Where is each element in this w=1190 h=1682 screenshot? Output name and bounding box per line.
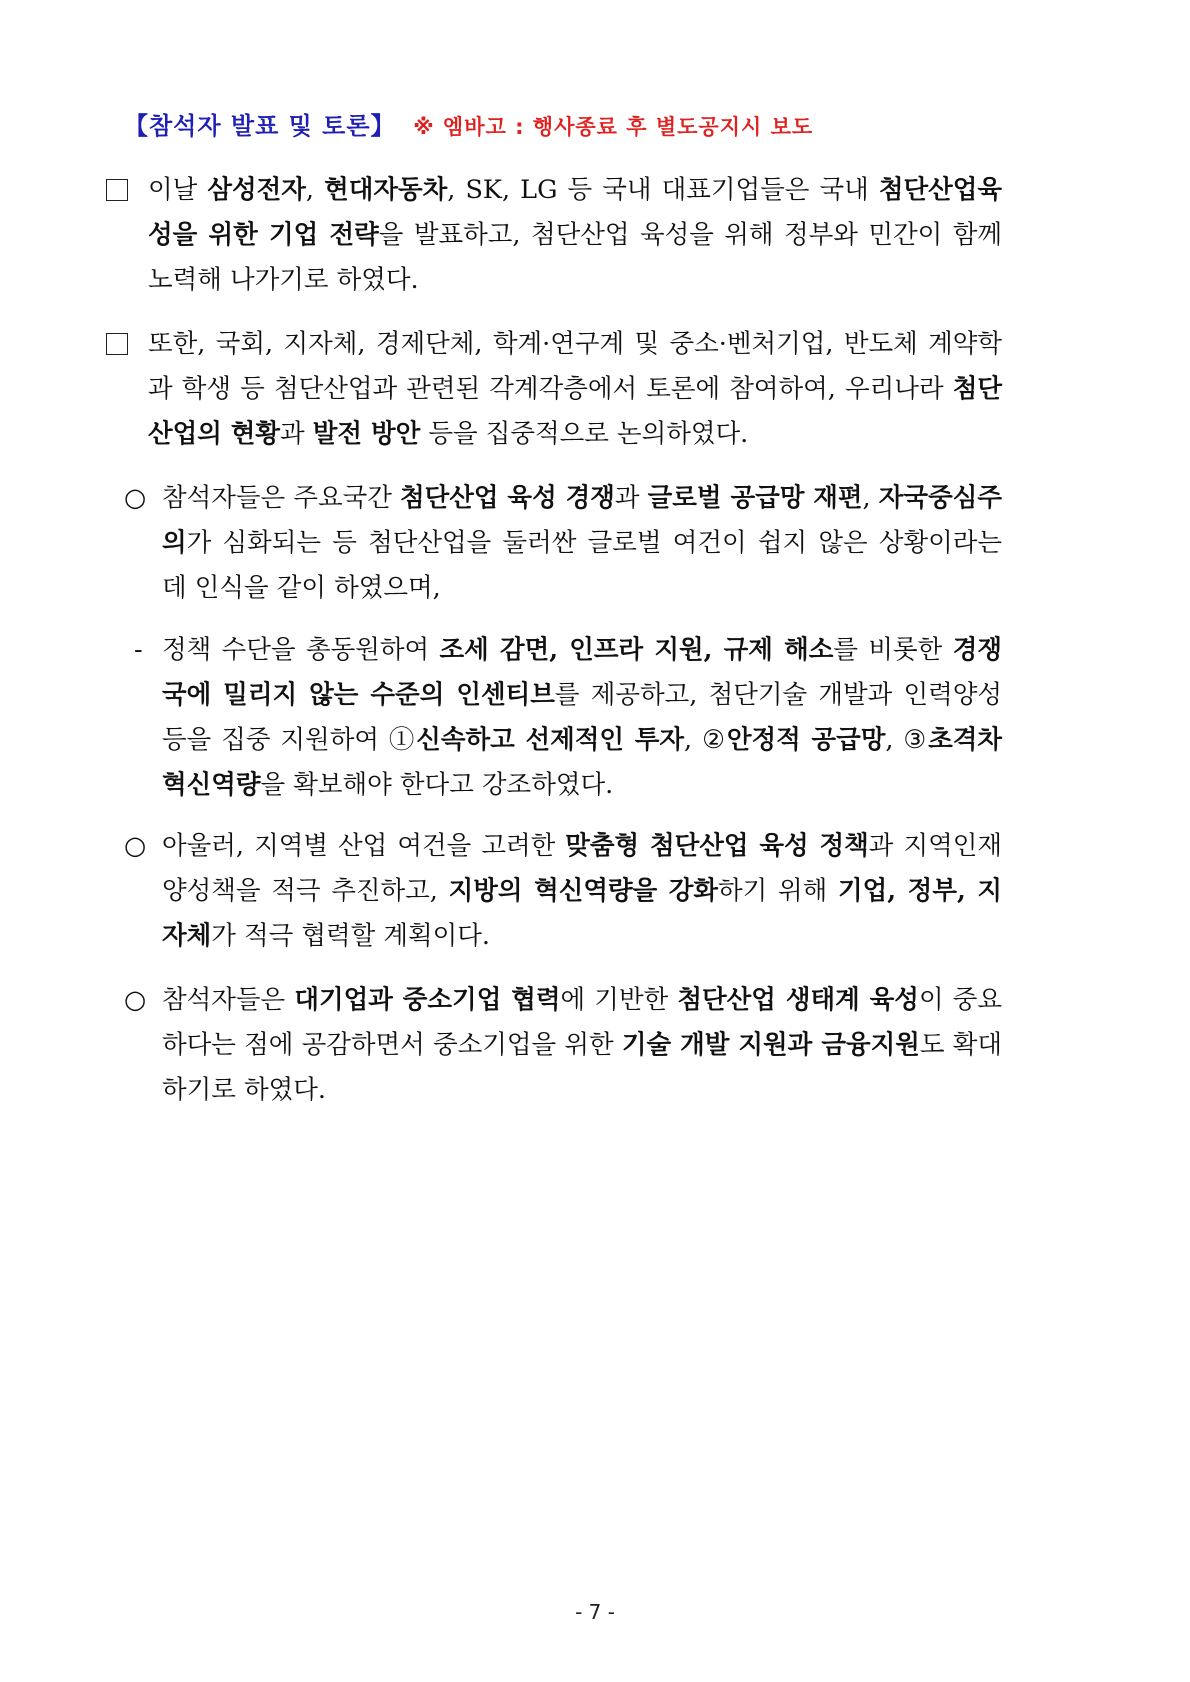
body-text: , SK, LG 등 국내 대표기업들은 국내	[447, 175, 879, 205]
bold-text: 첨단산업 생태계 육성	[677, 985, 919, 1015]
circle-bullet-icon: ○	[124, 831, 147, 861]
body-text: 등을 집중적으로 논의하였다.	[420, 419, 749, 449]
dash-bullet: -	[134, 635, 143, 665]
bold-text: 삼성전자	[207, 175, 306, 205]
bold-text: 맞춤형 첨단산업 육성 정책	[565, 831, 869, 861]
bold-text: 첨단산업육성을 위한 기업 전략	[148, 175, 1002, 250]
paragraph-regional-policy	[124, 824, 1002, 959]
section-title: 【참석자 발표 및 토론】	[124, 112, 396, 140]
bold-text: 기술 개발 지원과 금융지원	[621, 1030, 920, 1060]
bold-text: 대기업과 중소기업 협력	[294, 985, 561, 1015]
body-text: 또한, 국회, 지자체, 경제단체, 학계·연구계 및 중소·벤처기업, 반도체 계약학과 학생 등 첨단산업과 관련된 각계각층에서 토론에 참여하여, 우리나라	[148, 329, 1002, 404]
body-text: 을 발표하고, 첨단산업 육성을 위해 정부와 민간이 함께 노력해 나가기로 하였다.	[148, 220, 1002, 295]
body-text: 도 확대하기로 하였다.	[162, 1030, 1002, 1105]
section-heading	[124, 108, 1084, 145]
bold-text: 안정적 공급망	[726, 725, 886, 755]
body-text: 아울러, 지역별 산업 여건을 고려한	[162, 831, 566, 861]
bold-text: 현대자동차	[324, 175, 448, 205]
embargo-notice: ※ 엠바고 : 행사종료 후 별도공지시 보도	[413, 115, 814, 139]
body-text: 참석자들은	[162, 985, 295, 1015]
paragraph-ecosystem	[124, 978, 1002, 1113]
circle-bullet-icon: ○	[124, 985, 147, 1015]
body-text: 을 확보해야 한다고 강조하였다.	[260, 770, 614, 800]
paragraph-policy-incentives	[134, 628, 1003, 808]
body-text: , ②	[684, 725, 727, 755]
body-text: 를 제공하고, 첨단기술 개발과 인력양성 등을 집중 지원하여 ①	[162, 680, 1002, 755]
bold-text: 첨단산업의 현황	[148, 374, 1002, 449]
paragraph-global-conditions	[124, 476, 1002, 611]
bold-text: 발전 방안	[312, 419, 421, 449]
bold-text: 신속하고 선제적인 투자	[416, 725, 685, 755]
paragraph-discussion	[148, 322, 1002, 457]
body-text: 과	[280, 419, 313, 449]
body-text: ,	[862, 483, 879, 513]
checkbox-bullet-icon	[106, 168, 136, 216]
bold-text: 지방의 혁신역량을 강화	[448, 876, 719, 906]
body-text: 하기 위해	[718, 876, 839, 906]
body-text: 에 기반한	[560, 985, 678, 1015]
bold-text: 초격차 혁신역량	[162, 725, 1003, 800]
body-text: 과 지역인재 양성책을 적극 추진하고,	[162, 831, 1002, 906]
body-text: ,	[305, 175, 325, 205]
bold-text: 경쟁국에 밀리지 않는 수준의 인센티브	[162, 635, 1002, 710]
bold-text: 자국중심주의	[162, 483, 1002, 558]
body-text: 과	[614, 483, 648, 513]
body-text: 정책 수단을 총동원하여	[162, 635, 440, 665]
checkbox-bullet-icon	[106, 322, 136, 370]
body-text: 가 적극 협력할 계획이다.	[211, 921, 491, 951]
body-text: 를 비롯한	[833, 635, 953, 665]
body-text: 가 심화되는 등 첨단산업을 둘러싼 글로벌 여건이 쉽지 않은 상황이라는 데 인식을 같이 하였으며,	[162, 528, 1002, 603]
body-text: , ③	[885, 725, 929, 755]
body-text: 이날	[148, 175, 208, 205]
circle-bullet-icon: ○	[124, 483, 147, 513]
body-text: 참석자들은 주요국간	[162, 483, 400, 513]
paragraph-main-companies	[148, 168, 1002, 303]
bold-text: 조세 감면, 인프라 지원, 규제 해소	[439, 635, 834, 665]
bold-text: 글로벌 공급망 재편	[647, 483, 863, 513]
bold-text: 첨단산업 육성 경쟁	[399, 483, 615, 513]
body-text: 이 중요하다는 점에 공감하면서 중소기업을 위한	[162, 985, 1002, 1060]
page-number: - 7 -	[575, 1600, 615, 1624]
bold-text: 기업, 정부, 지자체	[162, 876, 1002, 951]
